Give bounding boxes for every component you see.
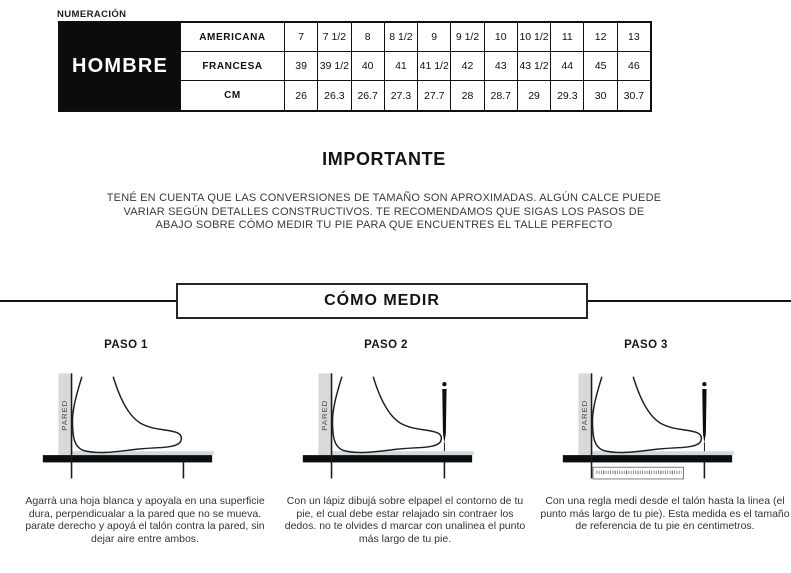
size-cell: 8 1/2 — [384, 23, 417, 52]
step-2-title: PASO 2 — [364, 339, 408, 351]
ruler-icon — [593, 467, 683, 479]
size-cell: 43 1/2 — [517, 52, 550, 81]
step-3-title: PASO 3 — [624, 339, 668, 351]
row-label-cm: CM — [180, 81, 284, 110]
size-cell: 9 1/2 — [450, 23, 483, 52]
foot-wall-ruler-diagram — [557, 364, 737, 482]
size-cell: 28.7 — [484, 81, 517, 110]
size-cell: 13 — [617, 23, 650, 52]
size-cell: 39 1/2 — [317, 52, 350, 81]
step-3 — [540, 339, 790, 532]
important-text: TENÉ EN CUENTA QUE LAS CONVERSIONES DE TAMAÑO SON APROXIMADAS. ALGÚN CALCE PUEDE VARIAR SEGÚN DETALLES CONSTRUCTIVOS. TE RECOMENDAMOS QUE SIGAS LOS PASOS DE ABAJO SOBRE CÓMO MEDIR TU PIE PARA QUE ENCUENTRES EL TALLE PERFECTO — [106, 192, 662, 231]
size-cell: 46 — [617, 52, 650, 81]
size-cell: 39 — [284, 52, 317, 81]
step-1 — [20, 339, 270, 545]
size-cell: 29 — [517, 81, 550, 110]
size-cell: 44 — [550, 52, 583, 81]
size-cell: 10 — [484, 23, 517, 52]
size-cell: 8 — [351, 23, 384, 52]
size-cell: 26.7 — [351, 81, 384, 110]
size-cell: 30 — [583, 81, 616, 110]
wall-label: PARED — [320, 399, 330, 431]
numeracion-label: NUMERACIÓN — [57, 9, 127, 20]
foot-wall-diagram — [37, 364, 217, 482]
size-cell: 30.7 — [617, 81, 650, 110]
pencil-icon — [702, 382, 706, 451]
size-cell: 7 — [284, 23, 317, 52]
gender-group-cell: HOMBRE — [60, 23, 180, 110]
size-cell: 40 — [351, 52, 384, 81]
important-heading: IMPORTANTE — [322, 149, 446, 169]
size-chart-table — [58, 21, 652, 112]
step-1-title: PASO 1 — [104, 339, 148, 351]
foot-wall-pencil-diagram — [297, 364, 477, 482]
row-label-americana: AMERICANA — [180, 23, 284, 52]
wall-label: PARED — [60, 399, 70, 431]
size-cell: 43 — [484, 52, 517, 81]
size-cell: 45 — [583, 52, 616, 81]
como-medir-heading: CÓMO MEDIR — [176, 283, 588, 319]
size-cell: 27.3 — [384, 81, 417, 110]
pencil-icon — [442, 382, 446, 451]
step-2-caption: Con un lápiz dibujá sobre elpapel el contorno de tu pie, el cual debe estar relajado sin contraer los dedos. no te olvides d marcar con unalinea el punto más largo de tu pie. — [284, 495, 526, 545]
size-cell: 12 — [583, 23, 616, 52]
size-cell: 41 1/2 — [417, 52, 450, 81]
size-cell: 42 — [450, 52, 483, 81]
size-cell: 41 — [384, 52, 417, 81]
step-1-caption: Agarrà una hoja blanca y apoyala en una superficie dura, perpendicualar a la pared que no se mueva. parate derecho y apoyá el talón contra la pared, sin dejar aire entre ambos. — [25, 495, 265, 545]
size-cell: 11 — [550, 23, 583, 52]
step-3-caption: Con una regla medi desde el talón hasta la linea (el punto más largo de tu pie). Esta medida es el tamaño de referencia de tu pie en centimetros. — [540, 495, 790, 532]
wall-label: PARED — [580, 399, 590, 431]
size-cell: 7 1/2 — [317, 23, 350, 52]
size-cell: 26.3 — [317, 81, 350, 110]
size-cell: 28 — [450, 81, 483, 110]
size-cell: 27.7 — [417, 81, 450, 110]
size-cell: 10 1/2 — [517, 23, 550, 52]
row-label-francesa: FRANCESA — [180, 52, 284, 81]
size-cell: 9 — [417, 23, 450, 52]
step-2 — [280, 339, 530, 545]
size-cell: 29.3 — [550, 81, 583, 110]
size-cell: 26 — [284, 81, 317, 110]
